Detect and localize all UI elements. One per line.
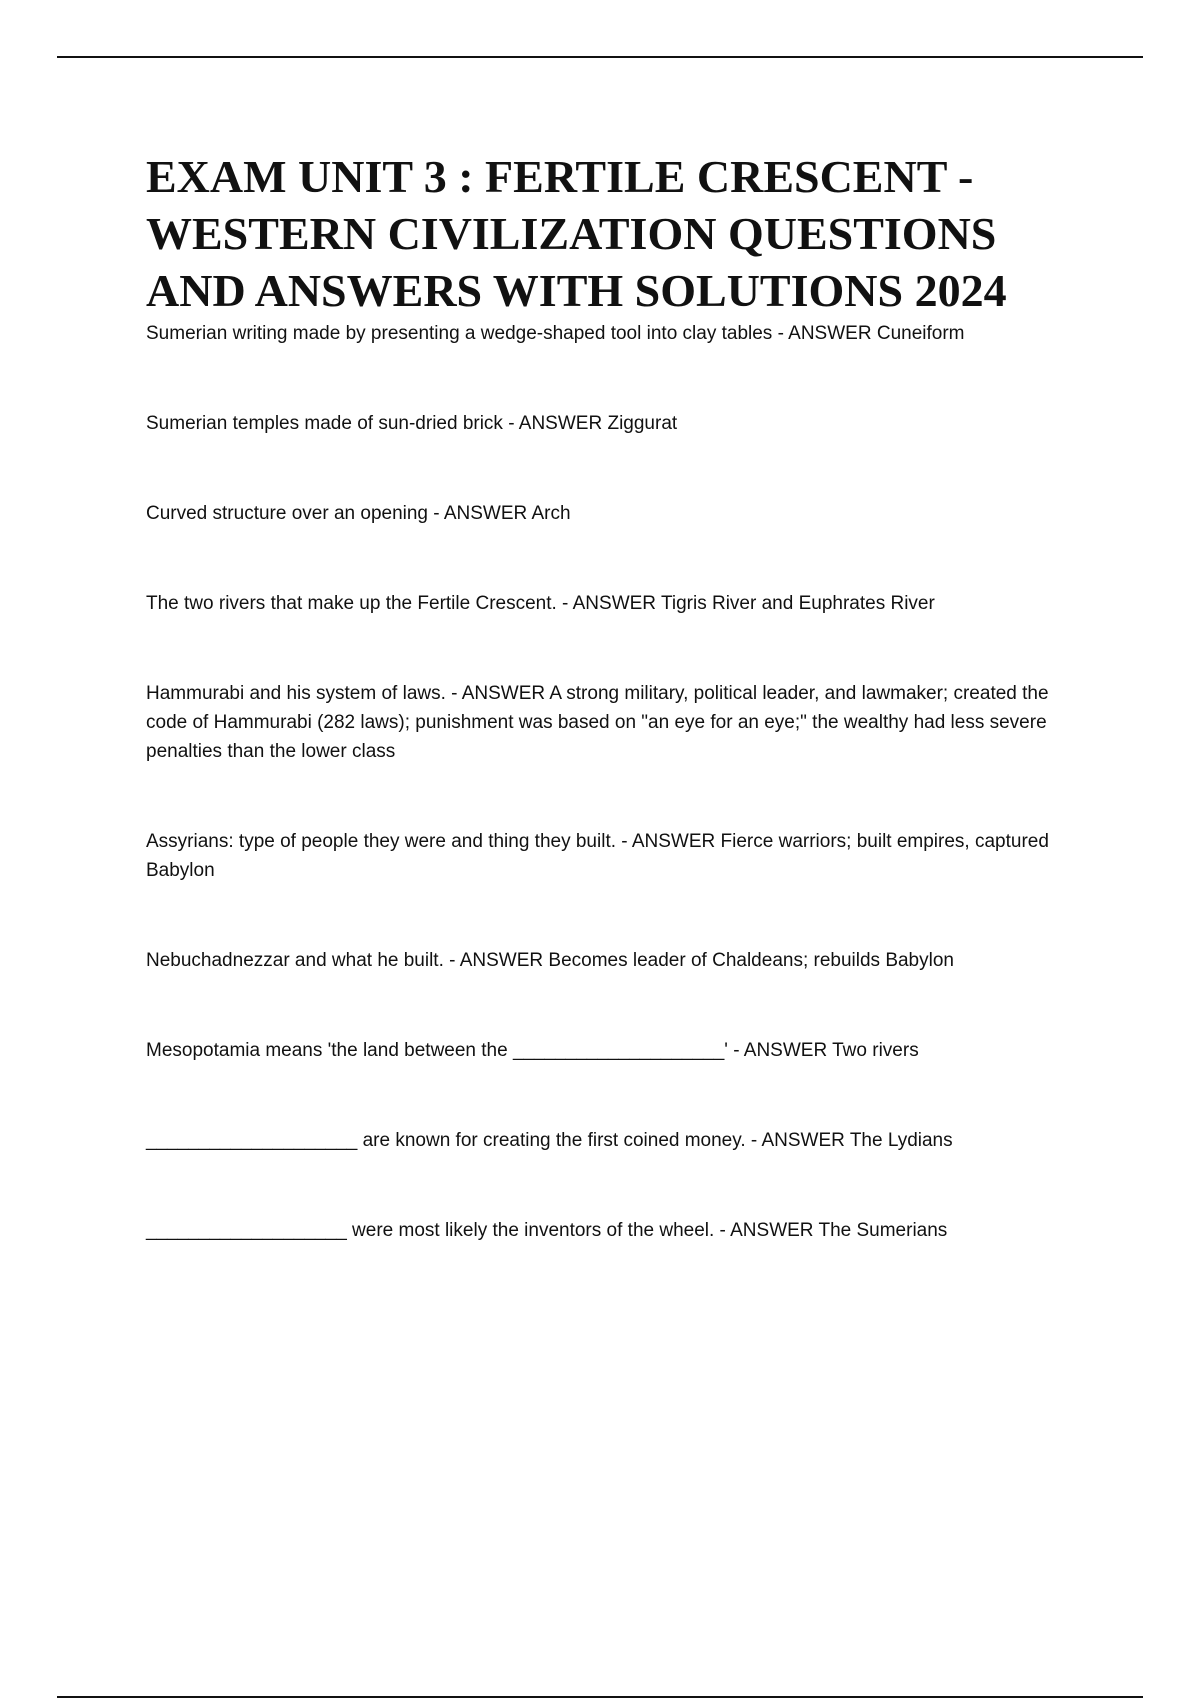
question-text: ___________________ were most likely the inventors of the wheel.	[146, 1220, 715, 1241]
answer-text: Tigris River and Euphrates River	[660, 593, 935, 614]
qa-item	[146, 946, 1086, 975]
qa-item	[146, 319, 1086, 348]
qa-item	[146, 499, 1086, 528]
answer-text: The Lydians	[849, 1130, 953, 1151]
bottom-divider	[57, 1696, 1143, 1698]
answer-label: ANSWER	[788, 323, 872, 344]
answer-label: ANSWER	[459, 950, 544, 971]
separator: -	[727, 1040, 744, 1061]
answer-label: ANSWER	[572, 593, 657, 614]
question-text: Mesopotamia means 'the land between the ____________________'	[146, 1040, 728, 1061]
qa-item	[146, 1126, 1086, 1155]
qa-item	[146, 827, 1086, 885]
question-text: ____________________ are known for creating the first coined money.	[146, 1130, 746, 1151]
qa-item	[146, 679, 1086, 766]
top-divider	[57, 56, 1143, 58]
answer-label: ANSWER	[461, 683, 546, 704]
separator: -	[745, 1130, 762, 1151]
question-text: Hammurabi and his system of laws.	[146, 683, 446, 704]
question-text: Sumerian writing made by presenting a wedge-shaped tool into clay tables	[146, 323, 773, 344]
separator: -	[616, 831, 632, 852]
document-body	[146, 148, 1086, 1245]
answer-text: Cuneiform	[876, 323, 965, 344]
answer-text: Ziggurat	[607, 413, 678, 434]
qa-item	[146, 1036, 1086, 1065]
qa-item	[146, 1216, 1086, 1245]
qa-item	[146, 409, 1086, 438]
answer-text: Becomes leader of Chaldeans; rebuilds Babylon	[548, 950, 954, 971]
separator: -	[428, 503, 444, 524]
separator: -	[502, 413, 519, 434]
question-text: Assyrians: type of people they were and thing they built.	[146, 831, 616, 852]
separator: -	[714, 1220, 731, 1241]
qa-list	[146, 319, 1086, 1245]
answer-text: Two rivers	[832, 1040, 919, 1061]
separator: -	[556, 593, 573, 614]
document-title: EXAM UNIT 3 : FERTILE CRESCENT - WESTERN CIVILIZATION QUESTIONS AND ANSWERS WITH SOLUTIONS 2024	[146, 151, 1007, 316]
answer-text: The Sumerians	[818, 1220, 948, 1241]
answer-text: Fierce warriors; built empires, captured Babylon	[146, 831, 1049, 881]
question-text: The two rivers that make up the Fertile Crescent.	[146, 593, 557, 614]
separator: -	[443, 950, 460, 971]
separator: -	[772, 323, 789, 344]
answer-text: A strong military, political leader, and lawmaker; created the code of Hammurabi (282 laws); punishment was based on "an eye for an eye;" the wealthy had less severe penalties than the lower class	[146, 683, 1049, 762]
answer-label: ANSWER	[443, 503, 528, 524]
question-text: Curved structure over an opening	[146, 503, 428, 524]
separator: -	[445, 683, 462, 704]
answer-label: ANSWER	[518, 413, 603, 434]
question-text: Nebuchadnezzar and what he built.	[146, 950, 444, 971]
qa-item	[146, 589, 1086, 618]
answer-label: ANSWER	[743, 1040, 828, 1061]
answer-label: ANSWER	[631, 831, 716, 852]
answer-label: ANSWER	[730, 1220, 814, 1241]
question-text: Sumerian temples made of sun-dried brick	[146, 413, 503, 434]
answer-label: ANSWER	[761, 1130, 845, 1151]
answer-text: Arch	[531, 503, 571, 524]
